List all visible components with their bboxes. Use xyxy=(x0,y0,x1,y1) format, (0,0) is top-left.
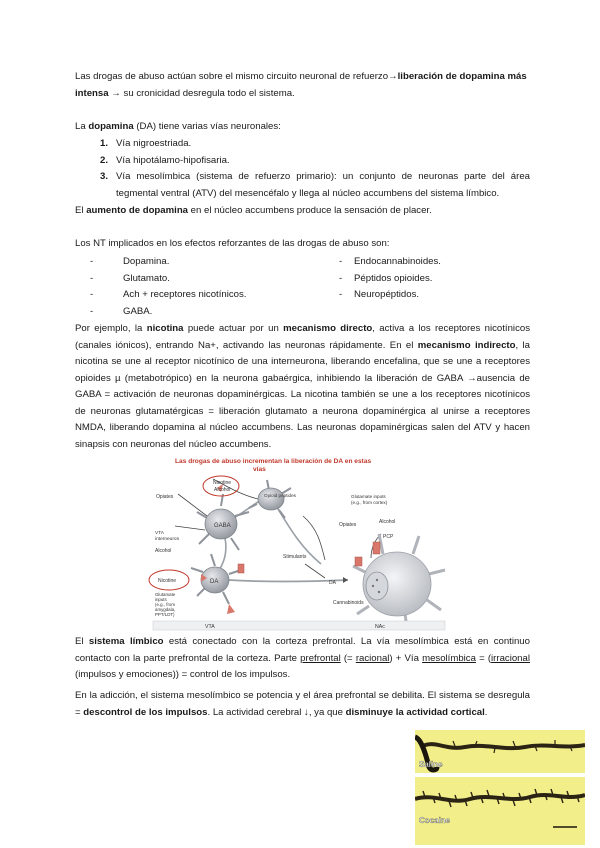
opiates-right-label: Opiates xyxy=(339,522,357,528)
nt-title: Los NT implicados en los efectos reforzantes de las drogas de abuso son: xyxy=(75,238,390,249)
limbic-text: (impulsos y emociones)) = control de los impulsos. xyxy=(75,669,291,680)
dopamine-pathway-list xyxy=(75,136,530,202)
list-number: 2. xyxy=(99,154,108,166)
list-text: Ach + receptores nicotínicos. xyxy=(123,289,247,300)
gaba-receptor xyxy=(238,564,244,573)
limbic-underline: mesolímbica xyxy=(422,652,476,664)
da-label: DA xyxy=(210,579,219,585)
pcp-label: PCP xyxy=(383,534,394,540)
opioid-peptides-label: Opioid peptides xyxy=(264,493,296,498)
vta-interneuron-label: VTA xyxy=(155,531,164,536)
limbic-bold: sistema límbico xyxy=(88,636,164,647)
limbic-paragraph xyxy=(75,634,530,684)
intro-text-bold: liberación de dopamina más intensa xyxy=(75,71,527,99)
increase-text-a: El xyxy=(75,205,87,216)
limbic-text: El xyxy=(75,636,89,647)
figure-title-line1: Las drogas de abuso incrementan la liberación de DA en estas xyxy=(175,458,372,465)
nicotine-left-label: Nicotine xyxy=(158,578,177,584)
opioid-interneuron xyxy=(249,480,297,518)
list-number: 1. xyxy=(99,138,108,149)
dopamine-heading xyxy=(75,119,530,136)
glutamate-left-label: Glutamate xyxy=(155,592,176,597)
list-number: 3. xyxy=(99,171,108,182)
da-terminal-label: DA xyxy=(329,580,336,586)
dash-bullet: - xyxy=(90,272,94,284)
gaba-label: GABA xyxy=(214,523,231,529)
list-text: GABA. xyxy=(123,305,153,317)
glutamate-left-label: PPT/LDT) xyxy=(155,612,175,617)
micrograph-image xyxy=(415,727,585,845)
limbic-text: está conectado con la corteza prefrontal. La vía mesolímbica está en continuo contacto con la parte prefrontal de la corteza. Parte xyxy=(75,636,530,664)
list-text: Vía hipotálamo-hipofisaria. xyxy=(116,154,230,166)
limbic-underline: racional xyxy=(355,652,390,664)
dash-bullet: - xyxy=(90,256,94,267)
increase-text-bold: aumento de dopamina xyxy=(86,205,189,216)
addiction-text: . La actividad cerebral ↓, ya que xyxy=(207,706,346,718)
dendrite-micrograph xyxy=(415,727,585,845)
list-text: Glutamato. xyxy=(123,272,170,284)
cannabinoids-label: Cannabinoids xyxy=(333,600,364,606)
intro-paragraph xyxy=(75,69,530,102)
nicotine-text: puede actuar por un xyxy=(183,323,284,334)
opiates-left-label: Opiates xyxy=(156,494,174,500)
glutamate-left-label: inputs xyxy=(155,597,167,602)
region-bar xyxy=(153,621,445,630)
figure-title-line2: vías xyxy=(253,466,266,473)
addiction-bold: disminuye la actividad cortical xyxy=(345,706,485,718)
glutamate-right-label: (e.g., from cortex) xyxy=(351,500,388,505)
arrow-line xyxy=(305,564,325,578)
glutamate-left-label: amygdala, xyxy=(155,607,176,612)
list-text: Vía nigroestriada. xyxy=(116,138,192,149)
nt-list-left xyxy=(90,254,320,320)
micrograph-divider xyxy=(415,773,585,777)
fiber-line xyxy=(218,538,226,572)
addiction-bold: descontrol de los impulsos xyxy=(83,706,208,718)
list-item xyxy=(90,254,320,271)
gaba-interneuron xyxy=(197,494,249,550)
list-text: Dopamina. xyxy=(123,256,170,267)
glutamate-receptor xyxy=(373,542,380,554)
nicotine-bold: mecanismo indirecto xyxy=(417,339,516,351)
vta-region-label: VTA xyxy=(205,624,215,630)
limbic-text: ) + Vía xyxy=(389,652,423,664)
list-text: Neuropéptidos. xyxy=(354,289,420,300)
list-item xyxy=(339,254,539,271)
synaptic-terminal xyxy=(366,572,388,600)
alcohol-right-label: Alcohol xyxy=(379,519,396,525)
nicotine-bold: nicotina xyxy=(146,323,184,334)
drug-circuit-figure xyxy=(143,454,455,632)
nicotine-text: , activa a los receptores nicotínicos (canales iónicos), entrando Na+, activando las neuronas rápidamente. En el xyxy=(75,323,530,351)
limbic-text: = ( xyxy=(475,652,492,664)
list-item xyxy=(339,271,539,288)
stimulants-label: Stimulants xyxy=(283,554,307,560)
arrow-head xyxy=(343,577,348,583)
list-text: Péptidos opioides. xyxy=(354,272,433,284)
list-item xyxy=(90,287,320,304)
list-item xyxy=(90,271,320,288)
dash-bullet: - xyxy=(90,289,94,300)
list-item xyxy=(75,153,530,170)
glutamate-terminal xyxy=(227,604,235,614)
nicotine-top-label: Nicotine xyxy=(213,480,232,486)
nicotine-text: , la nicotina se une al receptor nicotínico de una interneurona, liberando encefalina, que se une a receptores opioides µ (metabotrópico) en la neurona gabaérgica, inhibiendo la liberación de GABA →ausencia de GABA = activación de neuronas dopaminérgicas. La nicotina también se une a los receptores nicotínicos de neuronas glutamatérgicas = liberación glutamato a neurona dopaminérgica al unirse a receptores NMDA, liberando dopamina al núcleo accumbens. Las neuronas dopaminérgicas salen del ATV y hacen sinapsis con neuronas del núcleo accumbens. xyxy=(75,339,530,450)
vta-interneuron-label: interneuron xyxy=(155,537,180,542)
list-item xyxy=(75,136,530,153)
dopamine-increase-paragraph xyxy=(75,203,530,220)
nt-list-right xyxy=(339,254,539,304)
list-text: Endocannabinoides. xyxy=(354,256,441,267)
intro-text-a: Las drogas de abuso actúan sobre el mismo circuito neuronal de refuerzo→ xyxy=(75,71,398,82)
list-item xyxy=(75,169,530,202)
addiction-text: En la adicción, el sistema mesolímbico se potencia y el área prefrontal se debilita. El sistema se desregula = xyxy=(75,690,530,718)
glutamate-left-label: (e.g., from xyxy=(155,602,176,607)
micrograph-gap xyxy=(415,727,585,730)
list-item xyxy=(339,287,539,304)
vesicle xyxy=(376,579,378,581)
alcohol-top-label: Alcohol xyxy=(214,487,231,493)
alcohol-left-label: Alcohol xyxy=(155,548,172,554)
nac-region-label: NAc xyxy=(375,624,385,630)
dash-bullet: - xyxy=(90,305,94,317)
glutamate-right-label: Glutamate inputs xyxy=(351,494,386,499)
intro-text-c: → su cronicidad desregula todo el sistema. xyxy=(108,87,295,99)
opiate-receptor xyxy=(355,557,362,566)
limbic-text: (= xyxy=(340,652,356,664)
addiction-text: . xyxy=(484,706,488,718)
increase-text-c: en el núcleo accumbens produce la sensación de placer. xyxy=(188,205,432,216)
nicotine-paragraph xyxy=(75,321,530,453)
vesicle xyxy=(378,591,380,593)
dash-bullet: - xyxy=(339,289,343,300)
arrow-line xyxy=(175,526,205,530)
dopamine-text-a: La xyxy=(75,121,89,132)
dopamine-text-bold: dopamina xyxy=(88,121,134,132)
vesicle xyxy=(372,585,374,587)
dash-bullet: - xyxy=(339,272,343,284)
limbic-underline: irracional xyxy=(491,652,530,664)
nicotine-text: Por ejemplo, la xyxy=(75,323,147,334)
addiction-paragraph xyxy=(75,688,530,721)
opioid-cell-body xyxy=(258,488,284,510)
arrow-line xyxy=(178,494,207,516)
list-item xyxy=(90,304,320,321)
limbic-underline: prefrontal xyxy=(300,652,341,664)
dash-bullet: - xyxy=(339,256,343,267)
dopamine-text-c: (DA) tiene varias vías neuronales: xyxy=(133,121,281,132)
cocaine-label: Cocaine xyxy=(419,816,451,825)
nac-neuron xyxy=(353,534,445,628)
circuit-diagram xyxy=(143,454,455,632)
list-text: Vía mesolímbica (sistema de refuerzo primario): un conjunto de neuronas parte del área tegmental ventral (ATV) del mesencéfalo y llega al núcleo accumbens del sistema límbico. xyxy=(116,171,530,199)
saline-label: Saline xyxy=(419,760,443,769)
nicotine-bold: mecanismo directo xyxy=(283,323,373,334)
da-neuron xyxy=(191,554,241,604)
